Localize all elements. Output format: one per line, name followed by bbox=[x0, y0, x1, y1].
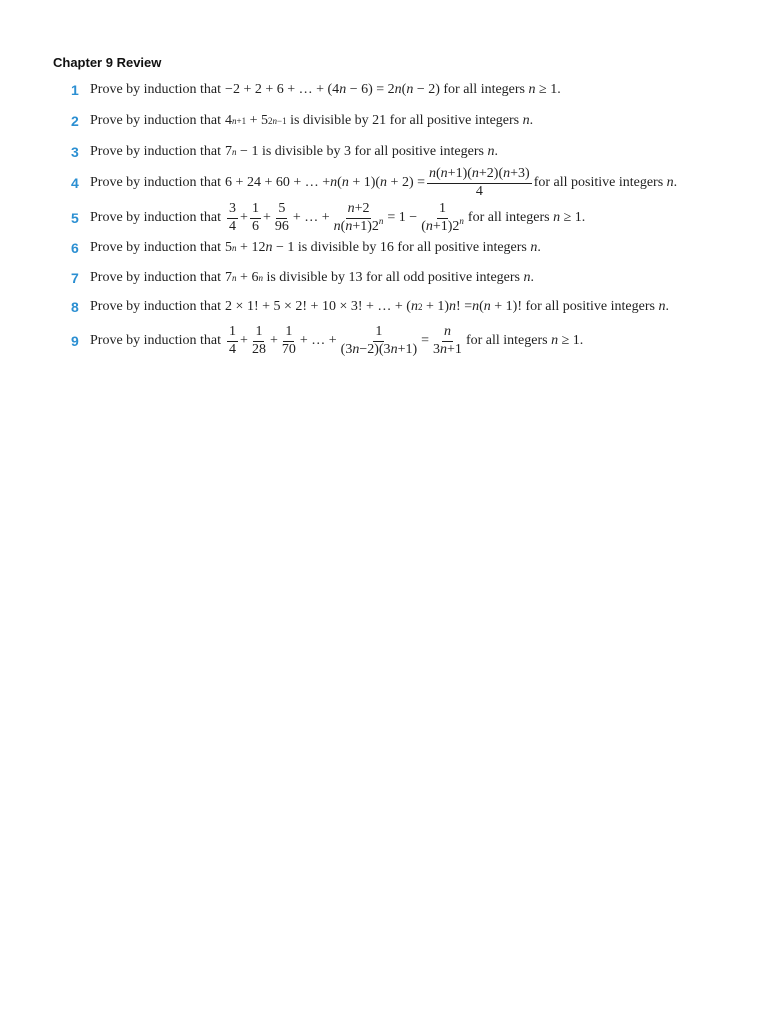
question-lead: Prove by induction that bbox=[90, 333, 222, 349]
question-number: 3 bbox=[71, 144, 79, 160]
question-number: 5 bbox=[71, 210, 79, 227]
page-title: Chapter 9 Review bbox=[53, 55, 162, 70]
question-lead: Prove by induction that bbox=[90, 270, 222, 285]
question-6 bbox=[71, 240, 741, 256]
question-math: −2 + 2 + 6 + … + (4 n − 6) = 2 n ( n − 2) for all integers n ≥ 1. bbox=[225, 82, 561, 97]
question-number: 9 bbox=[71, 333, 79, 350]
question-math: 6 + 24 + 60 + … + n ( n + 1)( n + 2) = $\frac{n(n+1)(n+2)(n+3)}{4}$ for all positive integers n . bbox=[225, 166, 678, 199]
question-number: 2 bbox=[71, 113, 79, 129]
question-math: $\frac{3}{4}$ + $\frac{1}{6}$ + $\frac{5}{96}$ + … + $\frac{n+2}{n(n+1)2^n}$ = 1 − $\frac{1}{(n+1)2^n}$ for all integers n ≥ 1. bbox=[229, 201, 586, 234]
question-2 bbox=[71, 113, 741, 129]
question-lead: Prove by induction that bbox=[90, 175, 222, 191]
question-number: 4 bbox=[71, 175, 79, 192]
question-lead: Prove by induction that bbox=[90, 240, 222, 255]
question-number: 6 bbox=[71, 240, 79, 256]
question-lead: Prove by induction that bbox=[90, 82, 222, 97]
question-3 bbox=[71, 144, 741, 160]
question-4 bbox=[71, 167, 741, 199]
question-math: 5 n + 12 n − 1 is divisible by 16 for all positive integers n . bbox=[225, 240, 541, 255]
question-number: 7 bbox=[71, 270, 79, 286]
question-math: 7 n + 6 n is divisible by 13 for all odd positive integers n . bbox=[225, 270, 534, 285]
question-lead: Prove by induction that bbox=[90, 299, 222, 314]
question-number: 1 bbox=[71, 82, 79, 98]
question-8 bbox=[71, 299, 741, 315]
question-math: 2 × 1! + 5 × 2! + 10 × 3! + … + ( n 2 + 1) n ! = n ( n + 1)! for all positive integers n . bbox=[225, 299, 669, 314]
question-math: 7 n − 1 is divisible by 3 for all positive integers n . bbox=[225, 144, 498, 159]
question-9 bbox=[71, 325, 741, 357]
question-math: 4 n+1 + 5 2n−1 is divisible by 21 for all positive integers n . bbox=[225, 113, 534, 128]
question-lead: Prove by induction that bbox=[90, 210, 222, 226]
question-5 bbox=[71, 202, 741, 234]
question-lead: Prove by induction that bbox=[90, 113, 222, 128]
question-number: 8 bbox=[71, 299, 79, 315]
question-1 bbox=[71, 82, 741, 98]
question-math: $\frac{1}{4}$ + $\frac{1}{28}$ + $\frac{1}{70}$ + … + $\frac{1}{(3n-2)(3n+1)}$ = $\frac{n}{3n+1}$ for all integers n ≥ 1. bbox=[229, 324, 584, 357]
question-lead: Prove by induction that bbox=[90, 144, 222, 159]
question-7 bbox=[71, 270, 741, 286]
